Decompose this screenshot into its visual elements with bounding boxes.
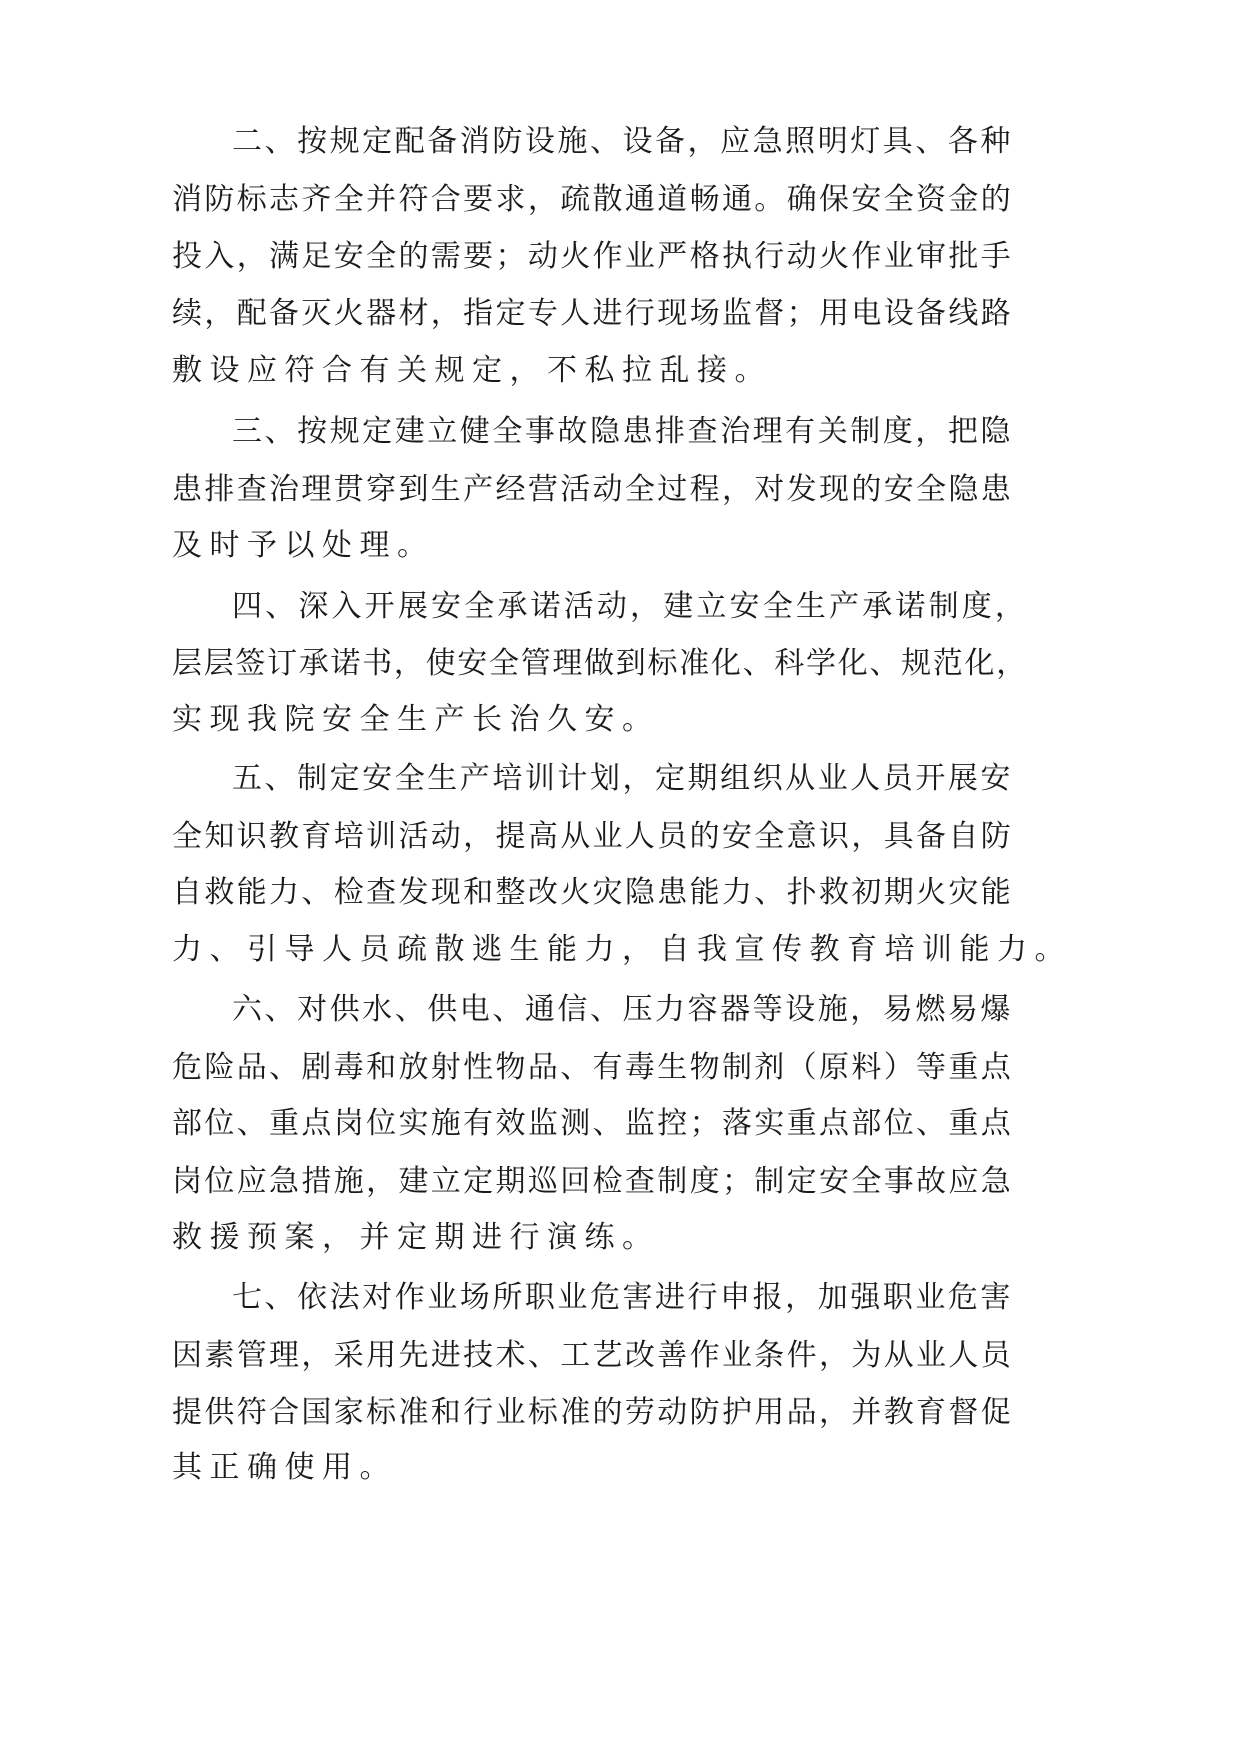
text-line: 岗位应急措施，建立定期巡回检查制度；制定安全事故应急	[172, 1164, 1014, 1199]
text-line: 提供符合国家标准和行业标准的劳动防护用品，并教育督促	[172, 1395, 1014, 1430]
text-line: 投入，满足安全的需要；动火作业严格执行动火作业审批手	[172, 239, 1014, 274]
text-line: 敷设应符合有关规定，不私拉乱接。	[172, 353, 772, 388]
text-line: 及时予以处理。	[172, 528, 435, 563]
text-line: 实现我院安全生产长治久安。	[172, 702, 660, 737]
text-line: 危险品、剧毒和放射性物品、有毒生物制剂（原料）等重点	[172, 1050, 1014, 1085]
text-line: 自救能力、检查发现和整改火灾隐患能力、扑救初期火灾能	[172, 875, 1014, 910]
text-line: 部位、重点岗位实施有效监测、监控；落实重点部位、重点	[172, 1106, 1014, 1141]
text-line: 四、深入开展安全承诺活动，建立安全生产承诺制度，	[232, 589, 1029, 624]
text-line: 消防标志齐全并符合要求，疏散通道畅通。确保安全资金的	[172, 182, 1014, 217]
text-line: 因素管理，采用先进技术、工艺改善作业条件，为从业人员	[172, 1338, 1014, 1373]
text-line: 二、按规定配备消防设施、设备，应急照明灯具、各种	[232, 124, 1013, 159]
text-line: 三、按规定建立健全事故隐患排查治理有关制度，把隐	[232, 414, 1013, 449]
text-line: 力、引导人员疏散逃生能力，自我宣传教育培训能力。	[172, 932, 1072, 967]
text-line: 五、制定安全生产培训计划，定期组织从业人员开展安	[232, 761, 1013, 796]
text-line: 层层签订承诺书，使安全管理做到标准化、科学化、规范化，	[172, 646, 1028, 681]
text-line: 全知识教育培训活动，提高从业人员的安全意识，具备自防	[172, 819, 1014, 854]
text-line: 续，配备灭火器材，指定专人进行现场监督；用电设备线路	[172, 296, 1014, 331]
text-line: 七、依法对作业场所职业危害进行申报，加强职业危害	[232, 1280, 1013, 1315]
text-line: 患排查治理贯穿到生产经营活动全过程，对发现的安全隐患	[172, 472, 1014, 507]
text-line: 救援预案，并定期进行演练。	[172, 1220, 660, 1255]
text-line: 其正确使用。	[172, 1450, 397, 1485]
text-line: 六、对供水、供电、通信、压力容器等设施，易燃易爆	[232, 992, 1013, 1027]
